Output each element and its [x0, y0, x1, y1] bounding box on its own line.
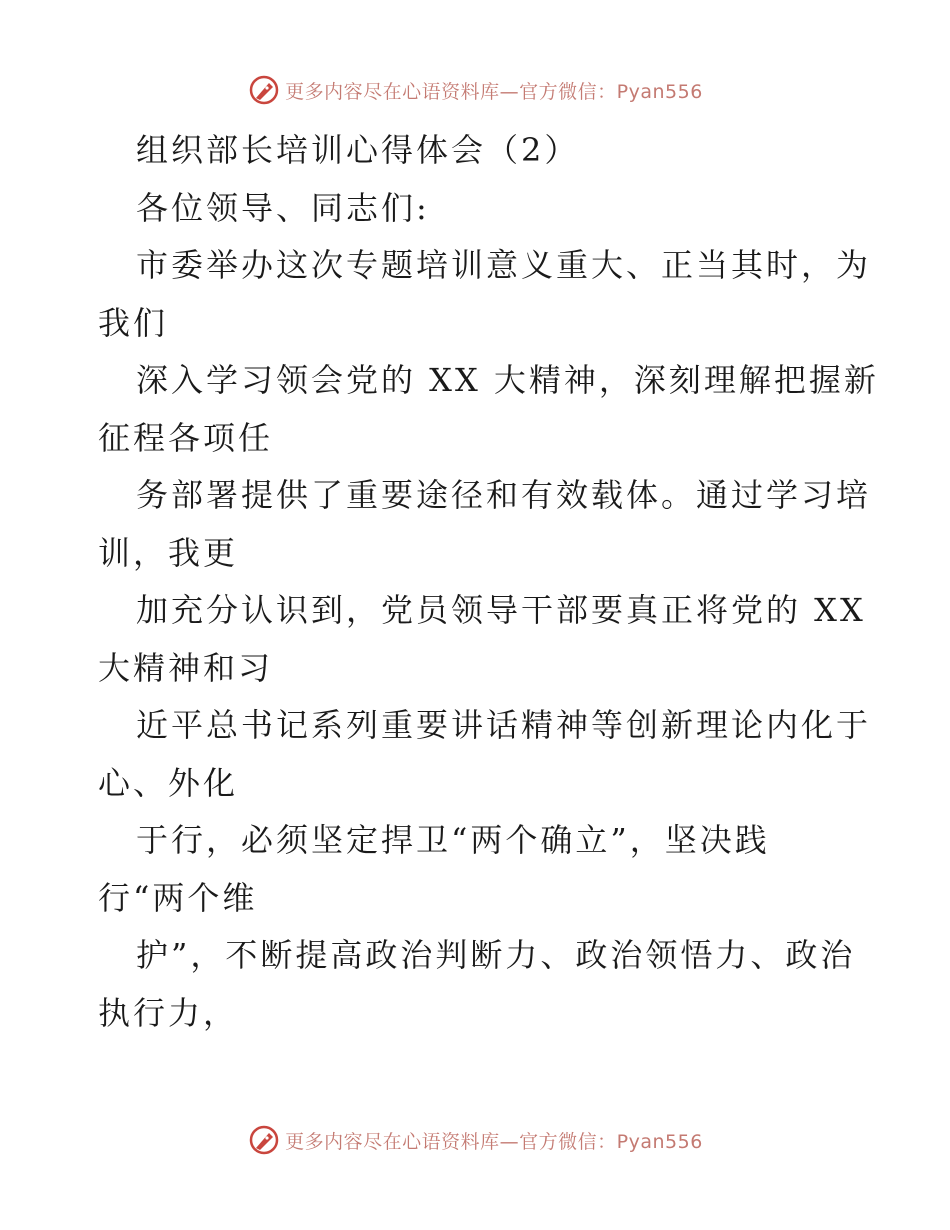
- pen-nib-swirl-icon: [247, 73, 281, 107]
- watermark-text: 更多内容尽在心语资料库—官方微信：Pyan556: [285, 80, 703, 103]
- paragraph-line: 心、外化: [98, 763, 239, 802]
- paragraph-line: 护”，不断提高政治判断力、政治领悟力、政治: [136, 936, 856, 974]
- paragraph-line: 市委举办这次专题培训意义重大、正当其时，为: [136, 246, 872, 284]
- paragraph-line: 执行力，: [98, 993, 239, 1032]
- salutation: 各位领导、同志们:: [136, 188, 430, 227]
- pen-nib-swirl-icon: [247, 1123, 281, 1157]
- paragraph-line: 务部署提供了重要途径和有效载体。通过学习培: [136, 476, 872, 514]
- paragraph-line: 于行，必须坚定捍卫“两个确立”，坚决践: [136, 821, 770, 859]
- paragraph-line: 加充分认识到，党员领导干部要真正将党的 XX: [136, 591, 866, 629]
- footer-watermark: [0, 1120, 950, 1160]
- header-watermark: [0, 70, 950, 110]
- paragraph-line: 征程各项任: [98, 418, 274, 457]
- paragraph-line: 训，我更: [98, 533, 239, 572]
- paragraph-line: 深入学习领会党的 XX 大精神，深刻理解把握新: [136, 361, 879, 399]
- paragraph-line: 近平总书记系列重要讲话精神等创新理论内化于: [136, 706, 872, 744]
- paragraph-line: 大精神和习: [98, 648, 274, 687]
- watermark-text: 更多内容尽在心语资料库—官方微信：Pyan556: [285, 1130, 703, 1153]
- paragraph-line: 我们: [98, 303, 169, 342]
- doc-title: 组织部长培训心得体会（2）: [136, 131, 580, 169]
- document-body: [98, 122, 879, 1042]
- paragraph-line: 行“两个维: [98, 878, 258, 917]
